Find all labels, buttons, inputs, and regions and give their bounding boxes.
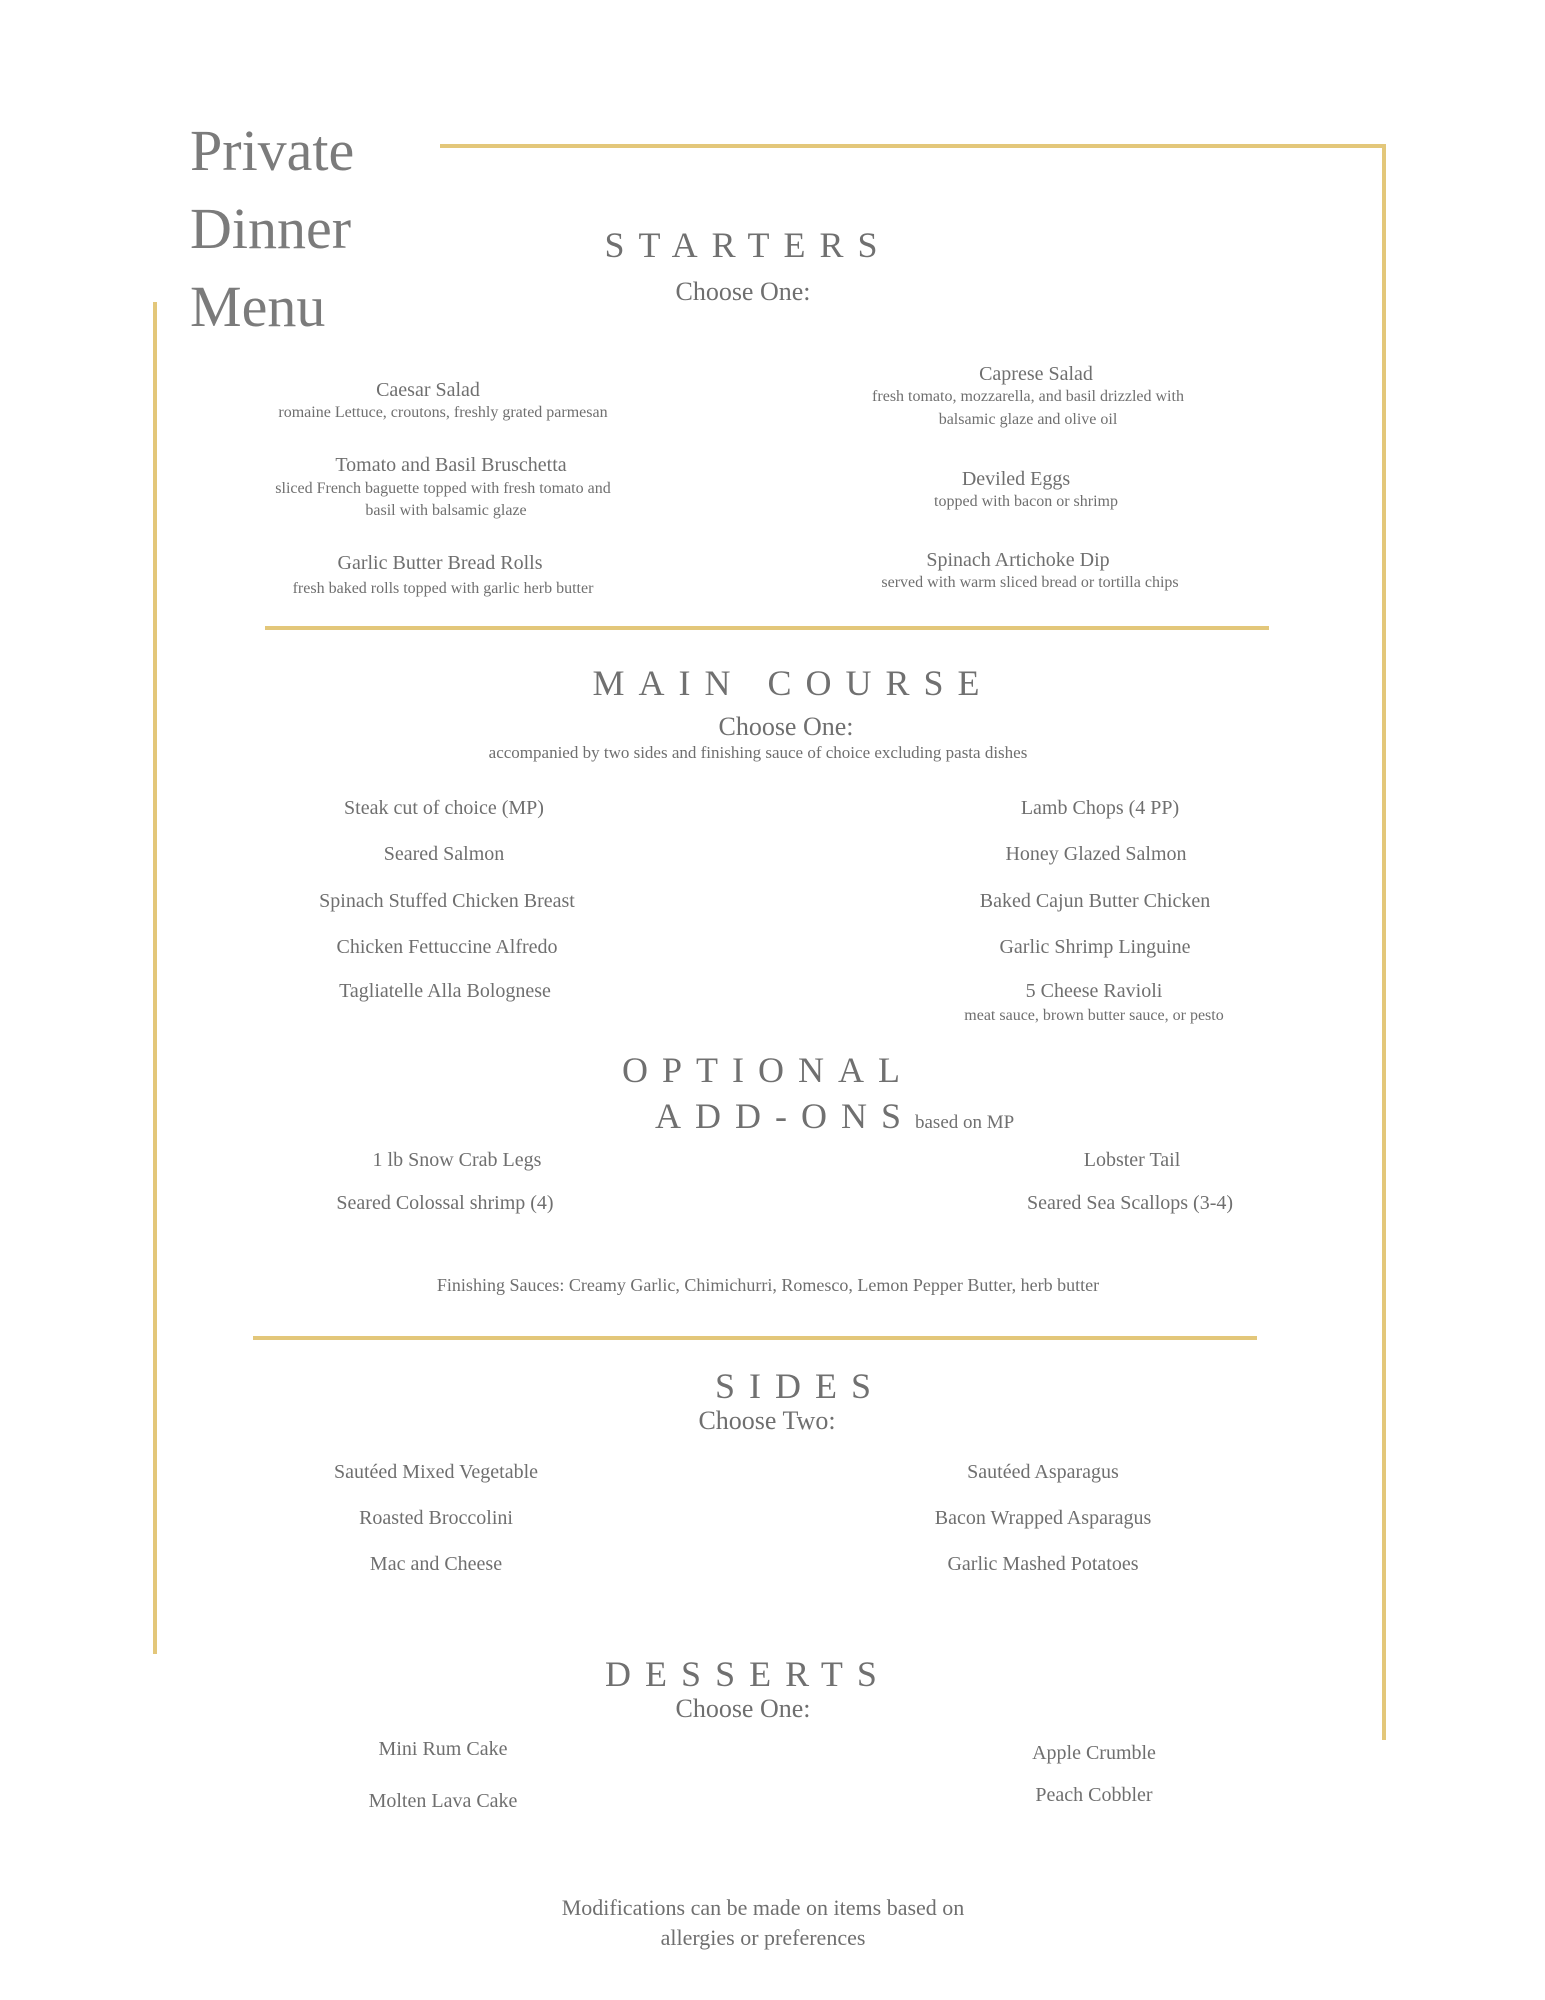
addons-divider	[253, 1336, 1257, 1340]
desserts-heading: DESSERTS	[605, 1654, 891, 1694]
addon-item: Seared Sea Scallops (3-4)	[1026, 1192, 1234, 1214]
left-border-line	[153, 302, 157, 1654]
sides-heading: SIDES	[714, 1366, 886, 1406]
side-item: Garlic Mashed Potatoes	[947, 1553, 1139, 1575]
footer-line-1: Modifications can be made on items based on	[561, 1895, 965, 1920]
dessert-item: Mini Rum Cake	[378, 1738, 508, 1760]
main-course-note: accompanied by two sides and finishing sauce of choice excluding pasta dishes	[488, 743, 1028, 762]
side-item: Sautéed Mixed Vegetable	[333, 1461, 539, 1483]
starter-desc: fresh baked rolls topped with garlic herb butter	[292, 580, 594, 597]
starter-name: Caprese Salad	[979, 363, 1093, 385]
main-item: Garlic Shrimp Linguine	[999, 936, 1191, 958]
starter-desc: fresh tomato, mozzarella, and basil drizzled with	[872, 388, 1184, 405]
starter-desc: sliced French baguette topped with fresh tomato and	[275, 480, 611, 497]
starters-choose: Choose One:	[675, 277, 811, 306]
starter-name: Deviled Eggs	[961, 468, 1071, 490]
sides-choose: Choose Two:	[698, 1406, 836, 1435]
main-item: 5 Cheese Ravioli	[1025, 980, 1163, 1002]
right-border-line	[1382, 144, 1386, 1740]
addons-heading-text: ADD-ONS	[655, 1096, 915, 1136]
starter-desc: balsamic glaze and olive oil	[938, 411, 1118, 428]
main-item: Baked Cajun Butter Chicken	[979, 890, 1211, 912]
starter-name: Caesar Salad	[376, 379, 480, 401]
main-course-heading: MAIN COURSE	[592, 663, 994, 703]
dessert-item: Peach Cobbler	[1035, 1784, 1153, 1806]
side-item: Mac and Cheese	[369, 1553, 503, 1575]
starters-divider	[265, 626, 1269, 630]
top-border-line	[440, 144, 1386, 148]
footer-note	[562, 1893, 965, 1953]
title-line-2: Dinner	[190, 196, 352, 261]
dessert-item: Molten Lava Cake	[368, 1790, 518, 1812]
addon-item: 1 lb Snow Crab Legs	[372, 1149, 542, 1171]
desserts-choose: Choose One:	[675, 1694, 811, 1723]
page-title	[190, 112, 354, 346]
starter-desc: served with warm sliced bread or tortilla chips	[881, 574, 1179, 591]
starter-name: Spinach Artichoke Dip	[926, 549, 1110, 571]
main-item: Tagliatelle Alla Bolognese	[339, 980, 551, 1002]
main-item: Seared Salmon	[383, 843, 505, 865]
title-line-3: Menu	[190, 274, 326, 339]
starters-heading: STARTERS	[604, 225, 892, 265]
finishing-sauces: Finishing Sauces: Creamy Garlic, Chimichurri, Romesco, Lemon Pepper Butter, herb butter	[436, 1275, 1100, 1295]
addons-heading-line2	[655, 1095, 1014, 1137]
addons-based: based on MP	[915, 1112, 1015, 1133]
starter-name: Garlic Butter Bread Rolls	[337, 552, 543, 574]
side-item: Sautéed Asparagus	[967, 1461, 1119, 1483]
main-item: Chicken Fettuccine Alfredo	[336, 936, 558, 958]
starter-name: Tomato and Basil Bruschetta	[335, 454, 567, 476]
addons-heading-line1: OPTIONAL	[622, 1050, 914, 1090]
title-line-1: Private	[190, 118, 355, 183]
side-item: Bacon Wrapped Asparagus	[934, 1507, 1152, 1529]
starter-desc: romaine Lettuce, croutons, freshly grated parmesan	[278, 404, 608, 421]
main-item: Lamb Chops (4 PP)	[1020, 797, 1180, 819]
side-item: Roasted Broccolini	[359, 1507, 513, 1529]
dessert-item: Apple Crumble	[1032, 1742, 1156, 1764]
starter-item	[376, 378, 480, 402]
main-item: Honey Glazed Salmon	[1005, 843, 1187, 865]
main-item: Spinach Stuffed Chicken Breast	[319, 890, 575, 912]
addon-item: Seared Colossal shrimp (4)	[336, 1192, 554, 1214]
ravioli-desc: meat sauce, brown butter sauce, or pesto	[964, 1007, 1224, 1024]
main-item: Steak cut of choice (MP)	[344, 797, 544, 819]
starter-desc: basil with balsamic glaze	[365, 502, 527, 519]
addon-item: Lobster Tail	[1083, 1149, 1181, 1171]
main-course-choose: Choose One:	[718, 712, 854, 741]
footer-line-2: allergies or preferences	[660, 1925, 866, 1950]
starter-desc: topped with bacon or shrimp	[934, 493, 1118, 510]
